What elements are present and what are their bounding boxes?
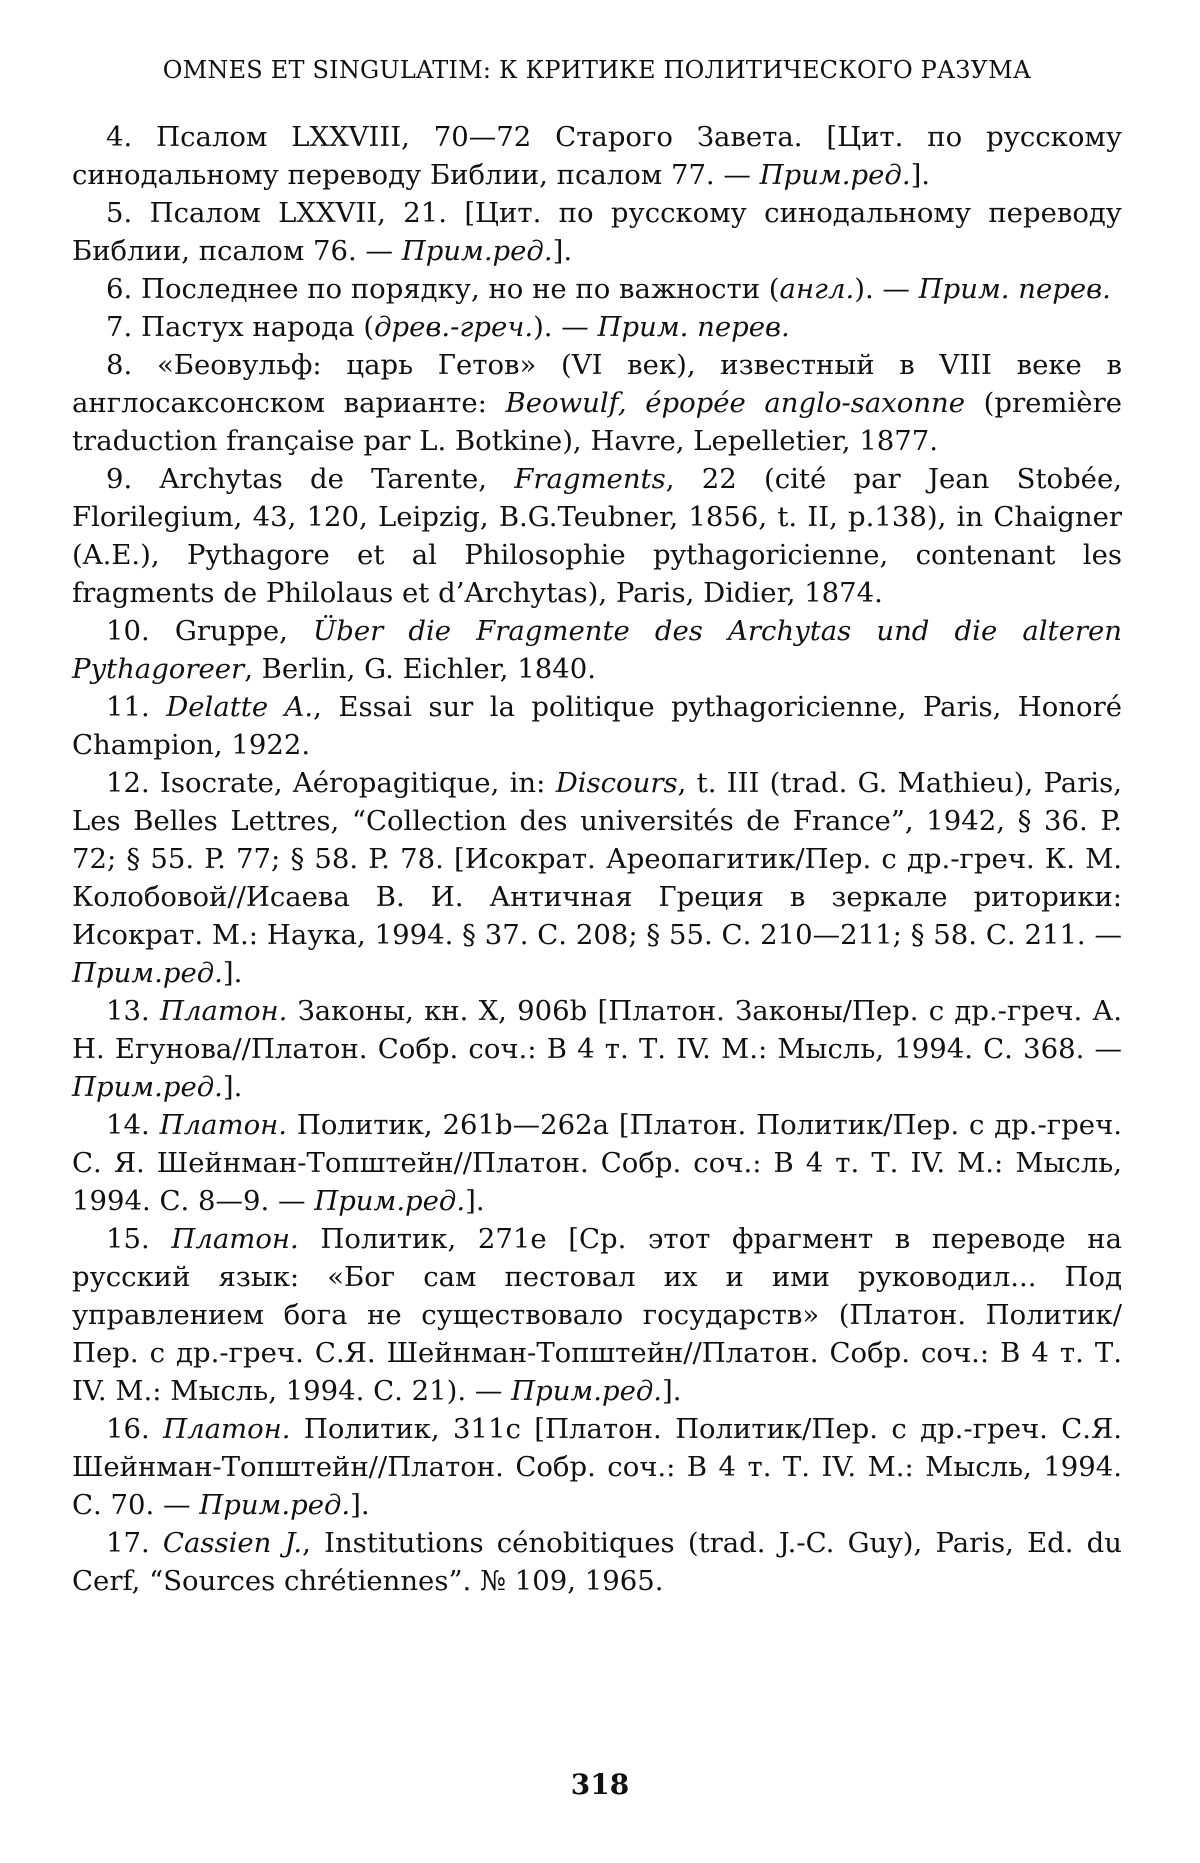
note-10-segment: , Berlin, G. Eichler, 1840. bbox=[244, 653, 596, 685]
note-11-segment: , Essai sur la politique pythagoricienne, Paris, Honoré Champion, 1922. bbox=[72, 691, 1122, 761]
note-7-segment: 7. Пастух народа ( bbox=[106, 311, 375, 343]
note-16-segment: ]. bbox=[350, 1489, 370, 1521]
note-7-segment: ). — bbox=[533, 311, 598, 343]
note-11-segment: 11. bbox=[106, 691, 167, 723]
note-15-segment: Прим.ред. bbox=[511, 1375, 663, 1407]
note-8 bbox=[72, 346, 1122, 460]
note-4-segment: 4. Псалом LXXVIII, 70—72 Старого Завета. [Цит. по русскому синодальному переводу Библии, псалом 77. — bbox=[72, 121, 1122, 191]
note-13-segment: Прим.ред. bbox=[72, 1071, 223, 1103]
note-13-segment: 13. bbox=[106, 995, 160, 1027]
note-17-segment: 17. bbox=[106, 1527, 163, 1559]
note-15-segment: 15. bbox=[106, 1223, 172, 1255]
note-14-segment: 14. bbox=[106, 1109, 160, 1141]
note-5 bbox=[72, 194, 1122, 270]
note-12-segment: ]. bbox=[222, 957, 243, 989]
page bbox=[72, 56, 1122, 1600]
note-5-segment: Прим.ред. bbox=[401, 235, 553, 267]
note-11 bbox=[72, 688, 1122, 764]
note-4 bbox=[72, 118, 1122, 194]
note-10-segment: Über die Fragmente des Archytas und die alteren Pythagoreer bbox=[72, 615, 1122, 685]
note-12-segment: Discours bbox=[555, 767, 678, 799]
note-14-segment: Платон. bbox=[159, 1109, 287, 1141]
note-16-segment: Платон. bbox=[163, 1413, 291, 1445]
note-12-segment: , t. III (trad. G. Mathieu), Paris, Les Belles Lettres, “Collection des universités de France”, 1942, § 36. P. 72; § 55. P. 77; § 58. P. 78. [Исократ. Ареопагитик/Пер. с др.-греч. К. М. Колобовой//Исаева В. И. Античная Греция в зеркале риторики: Исократ. М.: Наука, 1994. § 37. С. 208; § 55. С. 210—211; § 58. С. 211. — bbox=[72, 767, 1122, 951]
note-10-segment: 10. Gruppe, bbox=[106, 615, 314, 647]
note-9 bbox=[72, 460, 1122, 612]
note-14-segment: ]. bbox=[465, 1185, 485, 1217]
note-16 bbox=[72, 1410, 1122, 1524]
note-4-segment: Прим.ред. bbox=[759, 159, 911, 191]
note-15 bbox=[72, 1220, 1122, 1410]
note-15-segment: ]. bbox=[662, 1375, 682, 1407]
note-13-segment: Законы, кн. X, 906b [Платон. Законы/Пер. с др.-греч. А. Н. Егунова//Платон. Собр. соч.: В 4 т. Т. IV. М.: Мысль, 1994. С. 368. — bbox=[72, 995, 1122, 1065]
note-8-segment: Beowulf, épopée anglo-saxonne bbox=[505, 387, 966, 419]
note-15-segment: Политик, 271e [Ср. этот фрагмент в переводе на русский язык: «Бог сам пестовал их и ими руководил... Под управлением бога не существовало государств» (Платон. Политик/Пер. с др.-греч. С.Я. Шейнман-Топштейн//Платон. Собр. соч.: В 4 т. Т. IV. М.: Мысль, 1994. С. 21). — bbox=[72, 1223, 1122, 1407]
note-9-segment: Fragments bbox=[514, 463, 666, 495]
note-8-segment: 8. «Беовульф: царь Гетов» (VI век), известный в VIII веке в англосаксонском варианте: bbox=[72, 349, 1122, 419]
note-14 bbox=[72, 1106, 1122, 1220]
note-4-segment: ]. bbox=[910, 159, 931, 191]
note-6-segment: Прим. перев. bbox=[918, 273, 1111, 305]
note-15-segment: Платон. bbox=[171, 1223, 299, 1255]
note-6-segment: 6. Последнее по порядку, но не по важности ( bbox=[106, 273, 780, 305]
note-13-segment: ]. bbox=[222, 1071, 243, 1103]
note-6-segment: ). — bbox=[854, 273, 919, 305]
note-8-segment: (première traduction française par L. Botkine), Havre, Lepelletier, 1877. bbox=[72, 387, 1123, 457]
endnotes bbox=[72, 118, 1122, 1600]
note-16-segment: 16. bbox=[106, 1413, 164, 1445]
page-number: 318 bbox=[570, 1768, 630, 1801]
note-9-segment: , 22 (cité par Jean Stobée, Florilegium, 43, 120, Leipzig, B.G.Teubner, 1856, t. II, p.138), in Chaigner (A.E.), Pythagore et al Philosophie pythagoricienne, contenant les fragments de Philolaus et d’Archytas), Paris, Didier, 1874. bbox=[72, 463, 1122, 609]
note-7-segment: Прим. перев. bbox=[597, 311, 790, 343]
running-head: OMNES ET SINGULATIM: К КРИТИКЕ ПОЛИТИЧЕСКОГО РАЗУМА bbox=[162, 56, 1032, 84]
note-10 bbox=[72, 612, 1122, 688]
note-16-segment: Прим.ред. bbox=[199, 1489, 351, 1521]
note-17 bbox=[72, 1524, 1122, 1600]
note-12 bbox=[72, 764, 1122, 992]
note-6-segment: англ. bbox=[779, 273, 855, 305]
note-13-segment: Платон. bbox=[159, 995, 288, 1027]
note-5-segment: ]. bbox=[552, 235, 573, 267]
note-13 bbox=[72, 992, 1122, 1106]
note-5-segment: 5. Псалом LXXVII, 21. [Цит. по русскому синодальному переводу Библии, псалом 76. — bbox=[72, 197, 1122, 267]
note-16-segment: Политик, 311c [Платон. Политик/Пер. с др.-греч. С.Я. Шейнман-Топштейн//Платон. Собр. соч.: В 4 т. Т. IV. М.: Мысль, 1994. С. 70. — bbox=[72, 1413, 1122, 1521]
note-14-segment: Прим.ред. bbox=[314, 1185, 466, 1217]
note-12-segment: 12. Isocrate, Aéropagitique, in: bbox=[106, 767, 556, 799]
note-9-segment: 9. Archytas de Tarente, bbox=[106, 463, 515, 495]
note-6 bbox=[72, 270, 1122, 308]
note-11-segment: Delatte A. bbox=[166, 691, 314, 723]
note-7 bbox=[72, 308, 1122, 346]
note-14-segment: Политик, 261b—262a [Платон. Политик/Пер. с др.-греч. С. Я. Шейнман-Топштейн//Платон. Собр. соч.: В 4 т. Т. IV. М.: Мысль, 1994. С. 8—9. — bbox=[72, 1109, 1122, 1217]
note-17-segment: , Institutions cénobitiques (trad. J.-C. Guy), Paris, Ed. du Cerf, “Sources chrétiennes”. № 109, 1965. bbox=[72, 1527, 1122, 1597]
note-12-segment: Прим.ред. bbox=[72, 957, 223, 989]
note-17-segment: Cassien J. bbox=[162, 1527, 303, 1559]
note-7-segment: древ.-греч. bbox=[374, 311, 534, 343]
